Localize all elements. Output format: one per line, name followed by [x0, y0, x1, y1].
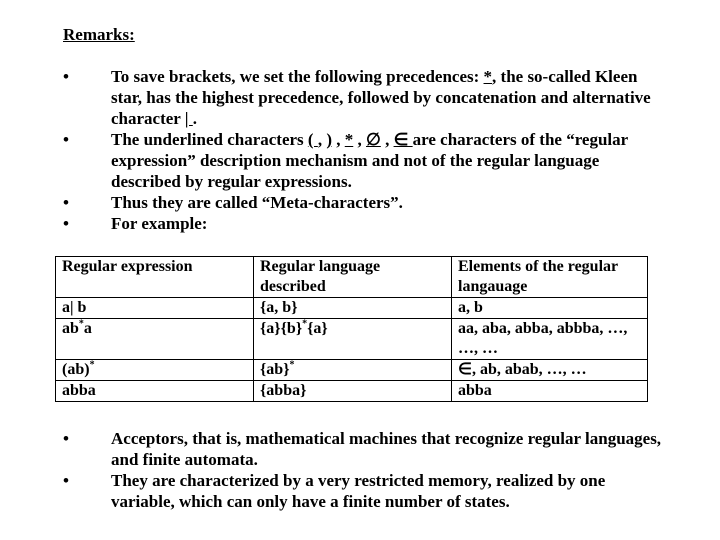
bullet-acceptors: [63, 428, 663, 470]
table-row: [56, 381, 648, 402]
meta-characters-text: Thus they are called “Meta-characters”.: [111, 193, 403, 212]
language-sup: *: [289, 359, 295, 371]
underlined-text-a: The underlined characters: [111, 130, 308, 149]
language-text: {a}{b}: [260, 320, 303, 337]
header-regular-expression: Regular expression: [56, 257, 254, 298]
acceptors-text: Acceptors, that is, mathematical machines that recognize regular languages, and finite automata.: [111, 429, 662, 469]
outro-bullet-list: [63, 428, 663, 512]
expression-cell: [56, 381, 254, 402]
bullet-for-example: [63, 213, 663, 234]
elements-cell: aa, aba, abba, abbba, …, …, …: [452, 319, 648, 360]
expression-tail: a: [83, 320, 92, 337]
expression-text: ab: [62, 320, 79, 337]
underlined-text-b: are characters of the “regular expression” description mechanism and not of the regular language described by regular expressions.: [111, 130, 628, 191]
precedence-text-a: To save brackets, we set the following precedences:: [111, 67, 484, 86]
language-text: {ab}: [260, 361, 290, 378]
expression-text: abba: [62, 382, 96, 399]
separator: ,: [353, 130, 366, 149]
table-header-row: [56, 257, 648, 298]
intro-bullet-list: [63, 66, 663, 234]
star-symbol: *: [344, 130, 354, 149]
bullet-underlined-characters: [63, 129, 663, 192]
language-text: {abba}: [260, 382, 307, 399]
bullet-precedence: [63, 66, 663, 129]
empty-set-symbol: ∅: [366, 130, 381, 149]
precedence-text-b: , the so-called Kleen star, has the highest precedence, followed by concatenation and alternative character: [111, 67, 651, 128]
language-cell: [254, 298, 452, 319]
bullet-marker: •: [63, 67, 69, 86]
expression-sup: *: [89, 359, 95, 371]
elements-cell: ∈, ab, abab, …, …: [452, 360, 648, 381]
remarks-heading: Remarks:: [63, 25, 135, 44]
bullet-marker: •: [63, 214, 69, 233]
table-row: [56, 298, 648, 319]
expression-cell: [56, 298, 254, 319]
for-example-text: For example:: [111, 214, 208, 233]
separator: ,: [380, 130, 394, 149]
bullet-marker: •: [63, 429, 69, 448]
elements-cell: abba: [452, 381, 648, 402]
bullet-meta-characters: [63, 192, 663, 213]
expression-text: a| b: [62, 299, 87, 316]
close-paren-symbol: ): [326, 130, 332, 149]
expression-cell: [56, 360, 254, 381]
language-sup: *: [302, 318, 308, 330]
language-cell: [254, 360, 452, 381]
language-cell: [254, 319, 452, 360]
language-text: {a, b}: [260, 299, 298, 316]
language-cell: [254, 381, 452, 402]
alternative-pipe-symbol: |: [184, 109, 193, 128]
expression-text: (ab): [62, 361, 90, 378]
restricted-memory-text: They are characterized by a very restricted memory, realized by one variable, which can only have a finite number of states.: [111, 471, 606, 511]
table-row: [56, 360, 648, 381]
regex-examples-table: [55, 256, 648, 402]
separator: ,: [317, 130, 327, 149]
table-row: [56, 319, 648, 360]
header-regular-language: Regular language described: [254, 257, 452, 298]
element-of-symbol: ∈: [393, 130, 413, 149]
bullet-marker: •: [63, 471, 69, 490]
open-paren-symbol: (: [307, 130, 318, 149]
kleene-star-symbol: *: [483, 67, 493, 86]
bullet-marker: •: [63, 130, 69, 149]
precedence-text-c: .: [192, 109, 198, 128]
language-tail: {a}: [307, 320, 328, 337]
expression-sup: *: [78, 318, 84, 330]
elements-cell: a, b: [452, 298, 648, 319]
separator: ,: [332, 130, 345, 149]
bullet-marker: •: [63, 193, 69, 212]
bullet-restricted-memory: [63, 470, 663, 512]
header-elements: Elements of the regular langauage: [452, 257, 648, 298]
expression-cell: [56, 319, 254, 360]
